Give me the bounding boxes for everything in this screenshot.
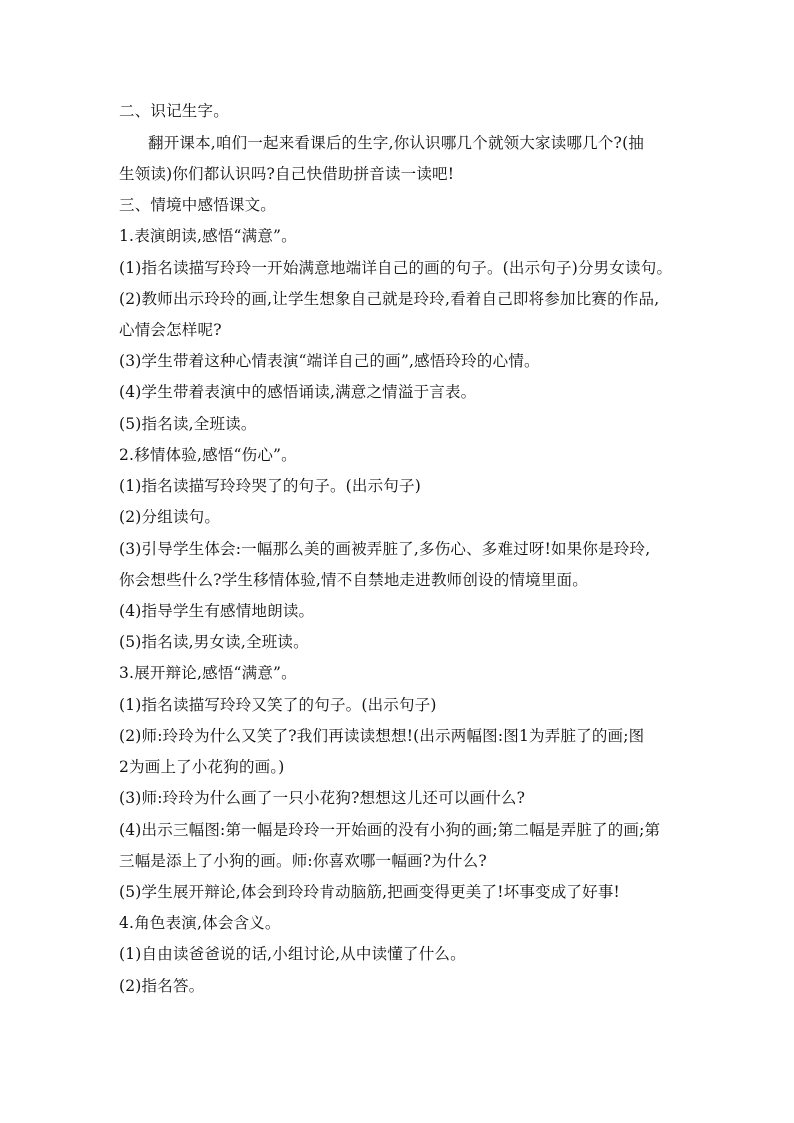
list-item: (1)指名读描写玲玲哭了的句子。(出示句子) xyxy=(119,477,421,495)
list-item: (2)分组读句。 xyxy=(119,508,221,526)
list-item: (4)学生带着表演中的感悟诵读,满意之情溢于言表。 xyxy=(119,383,477,401)
list-item: (1)指名读描写玲玲一开始满意地端详自己的画的句子。(出示句子)分男女读句。 xyxy=(119,259,673,277)
subheading-2: 2.移情体验,感悟“伤心”。 xyxy=(119,446,297,464)
list-item: (4)出示三幅图:第一幅是玲玲一开始画的没有小狗的画;第二幅是弄脏了的画;第 xyxy=(119,821,661,839)
list-item: (2)教师出示玲玲的画,让学生想象自己就是玲玲,看着自己即将参加比赛的作品, xyxy=(119,290,660,308)
section-heading-3: 三、情境中感悟课文。 xyxy=(119,196,277,214)
list-item: (1)指名读描写玲玲又笑了的句子。(出示句子) xyxy=(119,696,437,714)
list-item: (2)师:玲玲为什么又笑了?我们再读读想想!(出示两幅图:图1为弄脏了的画;图 xyxy=(119,727,645,745)
list-item: (3)师:玲玲为什么画了一只小花狗?想想这儿还可以画什么? xyxy=(119,789,526,807)
subheading-1: 1.表演朗读,感悟“满意”。 xyxy=(119,227,297,245)
list-item: (4)指导学生有感情地朗读。 xyxy=(119,602,315,620)
list-item: (2)指名答。 xyxy=(119,977,205,995)
section-heading-2: 二、识记生字。 xyxy=(119,102,229,120)
list-item: (3)学生带着这种心情表演“端详自己的画”,感悟玲玲的心情。 xyxy=(119,352,540,370)
paragraph-line: 翻开课本,咱们一起来看课后的生字,你认识哪几个就领大家读哪几个?(抽 xyxy=(148,134,645,152)
list-item: (3)引导学生体会:一幅那么美的画被弄脏了,多伤心、多难过呀!如果你是玲玲, xyxy=(119,540,651,558)
list-item-continuation: 2为画上了小花狗的画。) xyxy=(119,758,285,776)
subheading-3: 3.展开辩论,感悟“满意”。 xyxy=(119,664,297,682)
list-item: (5)学生展开辩论,体会到玲玲肯动脑筋,把画变得更美了!坏事变成了好事! xyxy=(119,883,620,901)
list-item: (5)指名读,男女读,全班读。 xyxy=(119,633,309,651)
list-item: (5)指名读,全班读。 xyxy=(119,415,257,433)
list-item-continuation: 三幅是添上了小狗的画。师:你喜欢哪一幅画?为什么? xyxy=(119,852,487,870)
paragraph-line: 生领读)你们都认识吗?自己快借助拼音读一读吧! xyxy=(119,165,455,183)
list-item-continuation: 你会想些什么?学生移情体验,情不自禁地走进教师创设的情境里面。 xyxy=(119,571,588,589)
subheading-4: 4.角色表演,体会含义。 xyxy=(119,914,281,932)
list-item-continuation: 心情会怎样呢? xyxy=(119,321,222,339)
list-item: (1)自由读爸爸说的话,小组讨论,从中读懂了什么。 xyxy=(119,945,466,963)
